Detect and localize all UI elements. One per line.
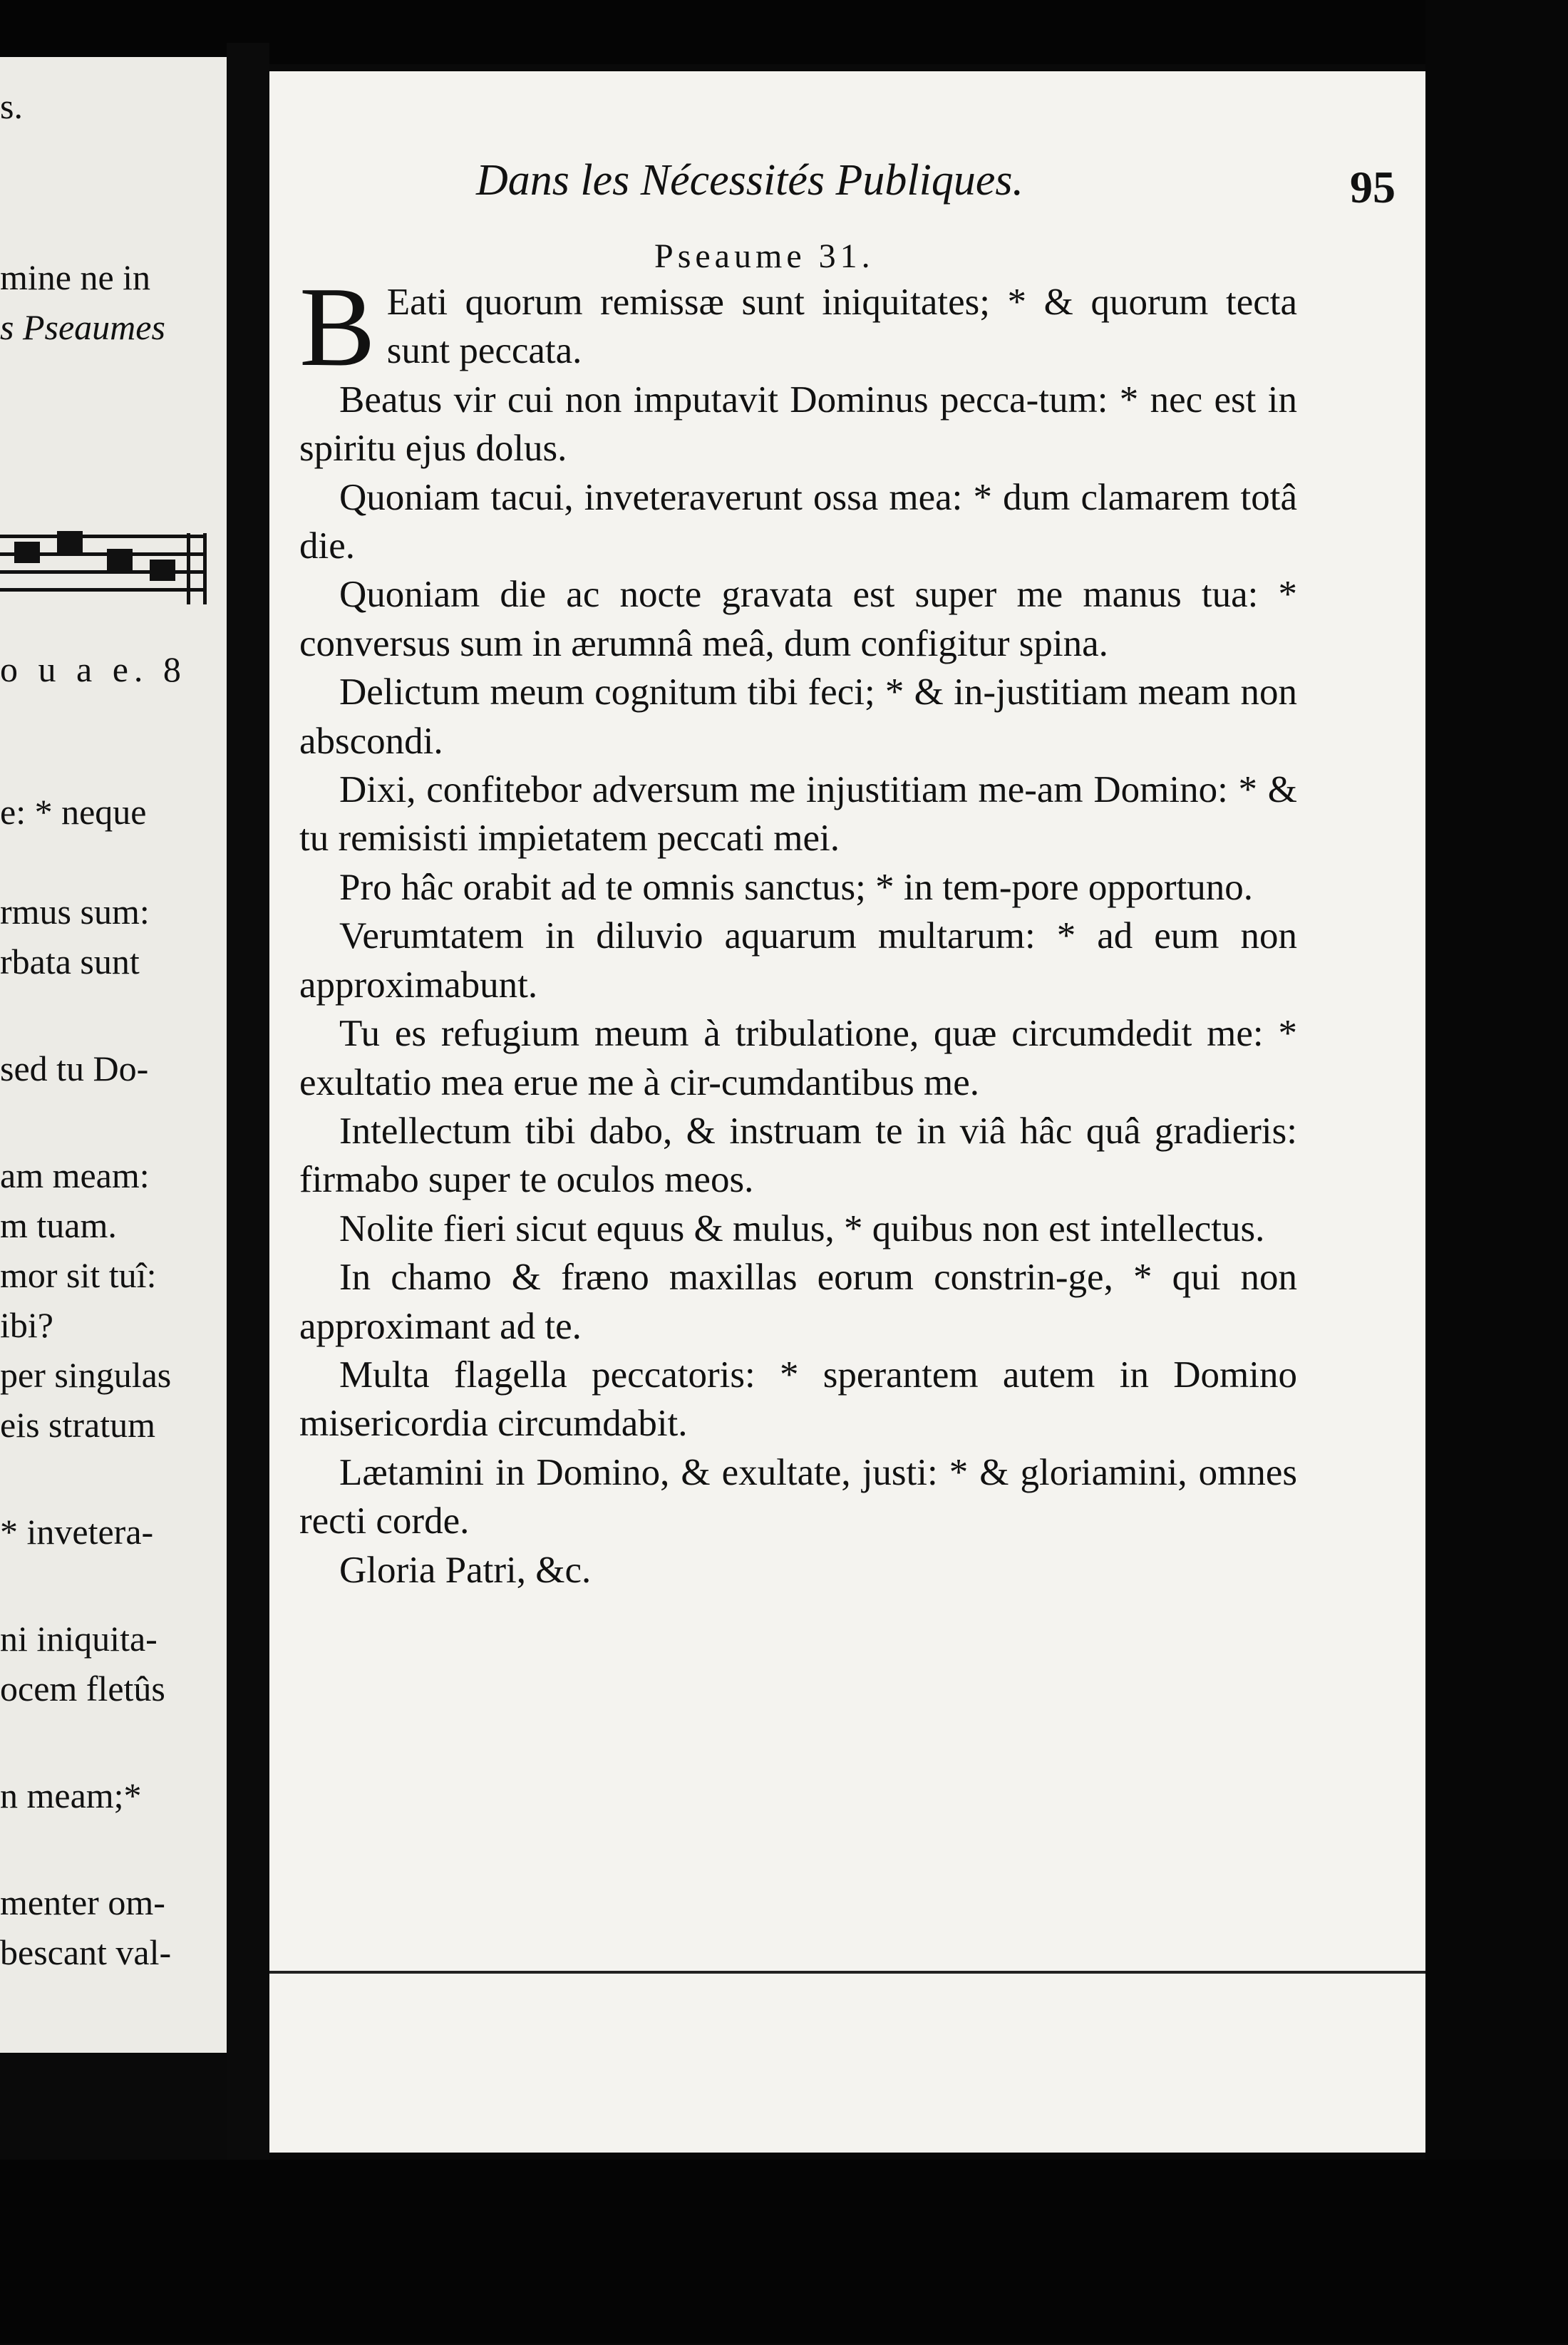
page-header — [476, 155, 1396, 212]
psalm-verse: Tu es refugium meum à tribulatione, quæ circumdedit me: * exultatio mea erue me à cir-cumdantibus me. — [299, 1013, 1297, 1103]
facing-line: s Pseaumes — [0, 307, 165, 347]
psalm-verse: Pro hâc orabit ad te omnis sanctus; * in tem-pore opportuno. — [339, 866, 1254, 908]
psalm-verse: Quoniam die ac nocte gravata est super me manus tua: * conversus sum in ærumnâ meâ, dum configitur spina. — [299, 574, 1297, 664]
psalm-text — [299, 263, 1297, 1594]
psalm-verse: In chamo & fræno maxillas eorum constrin-ge, * qui non approximant ad te. — [299, 1257, 1297, 1347]
facing-page-left — [0, 57, 232, 2053]
scan-line — [269, 1971, 1425, 1974]
verse-text: Eati quorum remissæ sunt iniquitates; * & quorum tecta sunt peccata. — [386, 282, 1297, 372]
facing-line: bescant val- — [0, 1932, 172, 1972]
doxology: Gloria Patri, &c. — [339, 1549, 592, 1591]
facing-line: per singulas — [0, 1355, 172, 1395]
psalm-verse: Beatus vir cui non imputavit Dominus pecca-tum: * nec est in spiritu ejus dolus. — [299, 378, 1297, 470]
psalm-verse: Verumtatem in diluvio aquarum multarum: * ad eum non approximabunt. — [299, 915, 1297, 1006]
facing-line: eis stratum — [0, 1405, 156, 1445]
psalm-verse: Intellectum tibi dabo, & instruam te in viâ hâc quâ gradieris: firmabo super te oculos meos. — [299, 1110, 1297, 1201]
facing-line: am meam: — [0, 1155, 150, 1195]
facing-line: mine ne in — [0, 257, 151, 297]
drop-cap: B — [299, 263, 376, 390]
page-number: 95 — [1350, 162, 1396, 212]
psalm-verse: Lætamini in Domino, & exultate, justi: * & gloriamini, omnes recti corde. — [299, 1451, 1297, 1542]
psalm-verse: Nolite fieri sicut equus & mulus, * quibus non est intellectus. — [339, 1207, 1265, 1249]
facing-line: m tuam. — [0, 1205, 117, 1245]
psalm-verse: Quoniam tacui, inveteraverunt ossa mea: * dum clamarem totâ die. — [299, 476, 1297, 567]
facing-line: menter om- — [0, 1882, 165, 1922]
facing-line: ocem fletûs — [0, 1669, 165, 1708]
facing-line: ni iniquita- — [0, 1619, 158, 1659]
scan-border-bottom — [0, 2160, 1568, 2344]
facing-line: e: * neque — [0, 792, 147, 832]
book-page — [269, 71, 1425, 2153]
facing-line: n meam;* — [0, 1776, 142, 1815]
facing-line: o u a e. 8 — [0, 649, 187, 689]
facing-line: mor sit tuî: — [0, 1255, 157, 1295]
facing-line: s. — [0, 86, 23, 126]
psalm-verse: Multa flagella peccatoris: * sperantem autem in Domino misericordia circumdabit. — [299, 1354, 1297, 1445]
facing-line: * invetera- — [0, 1512, 154, 1552]
psalm-verse — [299, 263, 1297, 390]
music-staff — [0, 527, 214, 613]
psalm-verse: Delictum meum cognitum tibi feci; * & in-justitiam meam non abscondi. — [299, 671, 1297, 762]
running-title: Dans les Nécessités Publiques. — [476, 156, 1024, 205]
book-binding — [1425, 0, 1568, 2344]
facing-line: rmus sum: — [0, 892, 150, 932]
facing-line: rbata sunt — [0, 942, 140, 981]
facing-line: sed tu Do- — [0, 1048, 149, 1088]
facing-line: ibi? — [0, 1305, 53, 1345]
psalm-heading: Pseaume 31. — [654, 237, 875, 275]
psalm-verse: Dixi, confitebor adversum me injustitiam me-am Domino: * & tu remisisti impietatem peccati mei. — [299, 769, 1297, 860]
page-gutter — [227, 43, 269, 2345]
